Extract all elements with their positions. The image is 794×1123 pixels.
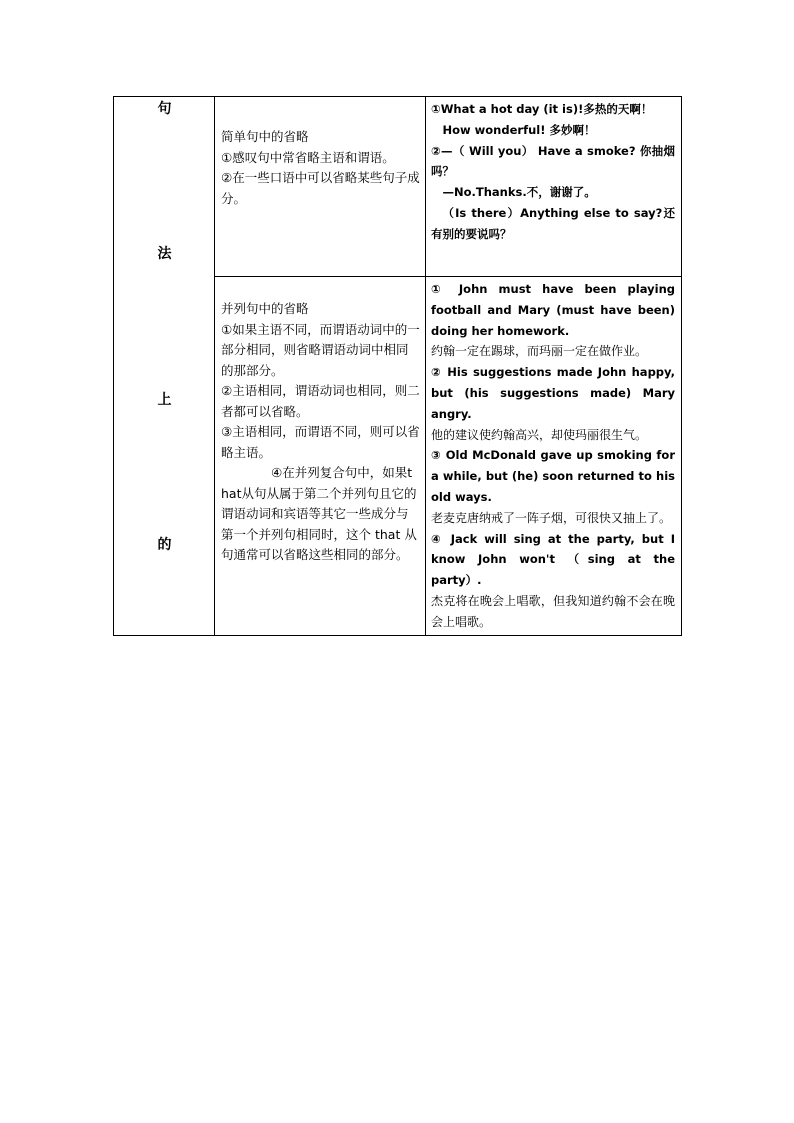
example-translation: 杰克将在晚会上唱歌，但我知道约翰不会在晚会上唱歌。 xyxy=(431,593,675,629)
compound-sentence-rule-cell xyxy=(215,277,426,636)
rule-line: ①感叹句中常省略主语和谓语。 xyxy=(221,149,395,165)
heading-char: 的 xyxy=(157,537,172,553)
example-line: How wonderful! 多妙啊！ xyxy=(442,122,596,137)
heading-cell xyxy=(114,97,215,636)
simple-sentence-example-cell xyxy=(426,97,682,277)
heading-char: 法 xyxy=(157,246,172,262)
example-line: —No.Thanks.不，谢谢了。 xyxy=(442,185,596,200)
example-line: ①What a hot day (it is)!多热的天啊！ xyxy=(431,102,653,116)
rule-line: ②主语相同，谓语动词也相同，则二者都可以省略。 xyxy=(221,383,420,419)
example-translation: 约翰一定在踢球，而玛丽一定在做作业。 xyxy=(431,344,648,359)
example-line: ③ Old McDonald gave up smoking for a while, but (he) soon returned to his old ways. xyxy=(431,448,675,504)
rule-line: ③主语相同，而谓语不同，则可以省略主语。 xyxy=(221,424,420,460)
simple-sentence-rule-cell xyxy=(215,97,426,277)
rule-line: ①如果主语不同，而谓语动词中的一部分相同，则省略谓语动词中相同的那部分。 xyxy=(221,321,420,378)
compound-sentence-example-cell xyxy=(426,277,682,636)
example-line: ① John must have been playing football and Mary (must have been) doing her homework. xyxy=(431,282,675,338)
example-line: （Is there）Anything else to say?还有别的要说吗？ xyxy=(431,205,675,241)
example-line: ②—（ Will you） Have a smoke? 你抽烟吗？ xyxy=(431,143,675,179)
example-line: ② His suggestions made John happy, but (his suggestions made) Mary angry. xyxy=(431,365,675,421)
example-translation: 他的建议使约翰高兴，却使玛丽很生气。 xyxy=(431,427,648,442)
table-row xyxy=(114,97,682,277)
rule-line: ②在一些口语中可以省略某些句子成分。 xyxy=(221,170,420,206)
rule-title: 简单句中的省略 xyxy=(221,129,309,144)
rule-title: 并列句中的省略 xyxy=(221,301,309,316)
example-line: ④ Jack will sing at the party, but I know John won't （sing at the party）. xyxy=(431,531,675,588)
example-translation: 老麦克唐纳戒了一阵子烟，可很快又抽上了。 xyxy=(431,510,672,525)
rule-line: ④在并列复合句中，如果that从句从属于第二个并列句且它的谓语动词和宾语等其它一些成分与第一个并列句相同时，这个 that 从句通常可以省略这些相同的部分。 xyxy=(221,465,417,562)
heading-char: 上 xyxy=(157,392,172,408)
heading-char: 句 xyxy=(157,101,172,117)
grammar-table xyxy=(113,96,682,636)
